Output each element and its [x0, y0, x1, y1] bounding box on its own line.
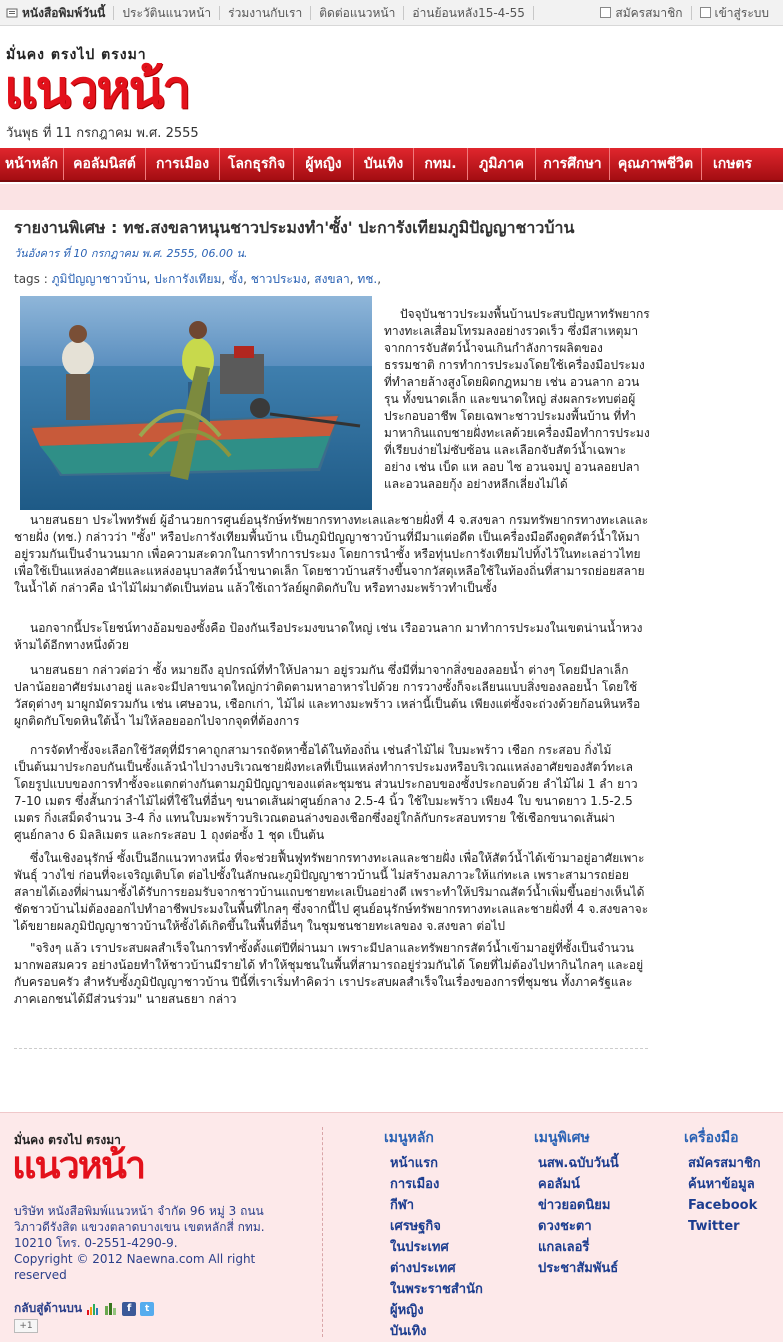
tag-link[interactable]: สงขลา	[314, 272, 350, 286]
main-menu-heading: เมนูหลัก	[384, 1130, 434, 1146]
footer-link-economy[interactable]: เศรษฐกิจ	[390, 1219, 441, 1234]
back-to-top-label: กลับสู่ด้านบน	[14, 1301, 83, 1315]
footer-link-domestic[interactable]: ในประเทศ	[390, 1240, 449, 1255]
article-paragraph: นายสนธยา กล่าวต่อว่า ซั้ง หมายถึง อุปกรณ์ที่ทำให้ปลามา อยู่รวมกัน ซึ่งมีที่มาจากสิ่งของลอยน้ำ ต่างๆ โดยมีปลาเล็กปลาน้อยอาศัยร่มเงาอยู่ และจะมีปลาขนาดใหญ่กว่าติดตามหาอาหารไปด้วย การวางซั้งก็จะเลียนแบบสิ่งของลอยน้ำ โดยใช้วัสดุต่างๆ มาผูกมัดรวมกัน เช่น เศษอวน, เชือกเก่า, ไม้ไผ่ และทางมะพร้าว เหล่านี้เป็นต้น เพียงแต่ซั้งจะถ่วงด้วยก้อนหินหรือผูกติดกับโขดหินใต้น้ำ ไม่ให้ลอยออกไปจากจุดที่ต้องการ	[14, 663, 641, 728]
article-tags: tags : ภูมิปัญญาชาวบ้าน, ปะการังเทียม, ซั้ง, ชาวประมง, สงขลา, ทช.,	[14, 272, 382, 286]
todays-paper-label: หนังสือพิมพ์วันนี้	[22, 5, 106, 20]
google-plus-button[interactable]: +1	[14, 1319, 38, 1333]
footer-link-women[interactable]: ผู้หญิง	[390, 1303, 424, 1318]
footer-tools-menu	[684, 1127, 761, 1237]
footer-link-entertainment[interactable]: บันเทิง	[390, 1324, 427, 1339]
footer-slogan: มั่นคง ตรงไป ตรงมา	[14, 1133, 121, 1147]
history-link[interactable]: ประวัตินแนวหน้า	[114, 6, 220, 20]
fishing-boat-photo	[20, 296, 372, 510]
footer-link-columns[interactable]: คอลัมน์	[538, 1177, 580, 1192]
nav-education[interactable]: การศึกษา	[536, 148, 610, 180]
login-label: เข้าสู่ระบบ	[714, 5, 769, 20]
facebook-icon[interactable]: f	[122, 1302, 136, 1316]
article-date: วันอังคาร ที่ 10 กรกฎาคม พ.ศ. 2555, 06.00 น.	[14, 247, 248, 260]
register-label: สมัครสมาชิก	[615, 5, 683, 20]
site-header	[0, 26, 783, 148]
tag-link[interactable]: ชาวประมง	[250, 272, 307, 286]
article-paragraph: นอกจากนี้ประโยชน์ทางอ้อมของซั้งคือ ป้องกันเรือประมงขนาดใหญ่ เช่น เรืออวนลาก มาทำการประมงในเขตน่านน้ำหวงห้ามได้อีกทางหนึ่งด้วย	[14, 621, 643, 652]
footer-link-politics[interactable]: การเมือง	[390, 1177, 440, 1192]
nav-quality-of-life[interactable]: คุณภาพชีวิต	[610, 148, 702, 180]
chart-icon[interactable]	[104, 1302, 118, 1316]
article-photo	[20, 296, 372, 510]
site-slogan: มั่นคง ตรงไป ตรงมา	[6, 47, 147, 63]
newspaper-icon	[6, 7, 18, 19]
special-menu-heading: เมนูพิเศษ	[534, 1130, 590, 1146]
sub-nav-bar	[0, 184, 783, 210]
site-logo[interactable]: แนวหน้า	[4, 60, 190, 120]
article-paragraph: "จริงๆ แล้ว เราประสบผลสำเร็จในการทำซั้งตั้งแต่ปีที่ผ่านมา เพราะมีปลาและทรัพยากรสัตว์น้ำเข้ามาอยู่ที่ซั้งเป็นจำนวนมากพอสมควร อย่างน้อยทำให้ชาวบ้านมีรายได้ ทำให้ชุมชนในพื้นที่สามารถอยู่ร่วมกันได้ โดยที่ไม่ต้องไปหากินไกลๆ และอยู่กับครอบครัว สำหรับซั้งภูมิปัญญาชาวบ้าน ปีนี้ที่เราเริ่มทำคิดว่า เราประสบผลสำเร็จในเรื่องของการที่ชุมชน ทั้งภาครัฐและภาคเอกชนได้มีส่วนร่วม" นายสนธยา กล่าว	[14, 941, 644, 1006]
article-paragraph: การจัดทำซั้งจะเลือกใช้วัสดุที่มีราคาถูกสามารถจัดหาซื้อได้ในท้องถิ่น เช่นลำไม้ไผ่ ใบมะพร้าว เชือก กระสอบ กิ่งไม้ เป็นต้นมาประกอบกันเป็นซั้งแล้วนำไปวางบริเวณชายฝั่งทะเลที่เป็นแหล่งทำการประมงหรือบริเวณแหล่งอาศัยของสัตว์ทะเล โดยรูปแบบของการทำซั้งจะแตกต่างกันตามภูมิปัญญาของแต่ละชุมชน ส่วนประกอบของซั้งประกอบด้วย ลำไม้ไผ่ 1 ลำ ยาว 7-10 เมตร ซึ่งสั้นกว่าลำไม้ไผ่ที่ใช้ในที่อื่นๆ ขนาดเส้นผ่าศูนย์กลาง 2.5-4 นิ้ว ใช้ใบมะพร้าว เพียง4 ใบ ขนาดยาว 1.5-2.5 เมตร กิ่งเสม็ดจำนวน 3-4 กิ่ง แทนใบมะพร้าวบริเวณตอนล่างของเชือกซึ่งอยู่ใกล้กับกระสอบทราย ใช้เชือกขนาดเส้นผ่าศูนย์กลาง 6 มิลลิเมตร และกระสอบ 1 ถุงต่อซั้ง 1 ชุด เป็นต้น	[14, 743, 638, 842]
careers-link[interactable]: ร่วมงานกับเรา	[220, 6, 311, 20]
article-divider	[14, 1048, 648, 1049]
nav-bangkok[interactable]: กทม.	[414, 148, 468, 180]
footer-separator	[322, 1127, 323, 1337]
nav-agriculture[interactable]: เกษตร	[712, 156, 753, 172]
todays-paper-link[interactable]	[0, 6, 114, 20]
article	[14, 216, 650, 1006]
contact-link[interactable]: ติดต่อแนวหน้า	[311, 6, 404, 20]
login-icon	[700, 7, 711, 18]
main-nav	[0, 148, 783, 182]
footer-copyright: Copyright © 2012 Naewna.com All right reserved	[14, 1252, 256, 1282]
register-icon	[600, 7, 611, 18]
footer-link-sports[interactable]: กีฬา	[390, 1198, 415, 1213]
tags-label: tags :	[14, 272, 48, 286]
footer-link-search[interactable]: ค้นหาข้อมูล	[688, 1177, 755, 1192]
twitter-icon[interactable]: t	[140, 1302, 154, 1316]
archive-link[interactable]: อ่านย้อนหลัง15-4-55	[404, 6, 534, 20]
footer-link-gallery[interactable]: แกลเลอรี่	[538, 1240, 590, 1255]
footer-link-todays-paper[interactable]: นสพ.ฉบับวันนี้	[538, 1156, 619, 1171]
footer-link-home[interactable]: หน้าแรก	[390, 1156, 438, 1171]
stats-icon[interactable]	[86, 1302, 100, 1316]
article-paragraph: นายสนธยา ประไพทรัพย์ ผู้อำนวยการศูนย์อนุรักษ์ทรัพยากรทางทะเลและชายฝั่งที่ 4 จ.สงขลา กรมทรัพยากรทางทะเลและชายฝั่ง (ทช.) กล่าวว่า "ซั้ง" หรือปะการังเทียมพื้นบ้าน เป็นภูมิปัญญาชาวบ้านที่มีมาแต่อดีต เป็นเครื่องมือดึงดูดสัตว์น้ำให้มาอยู่รวมกันเป็นจำนวนมาก เพื่อความสะดวกในการทำการประมง โดยการนำซั้ง หรือทุ่นปะการังเทียมไปทิ้งไว้ในทะเลอ่าวไทยเพื่อใช้เป็นแหล่งอาศัยและแหล่งอนุบาลสัตว์น้ำขนาดเล็ก โดยชาวบ้านสร้างขึ้นจากวัสดุเหลือใช้ในท้องถิ่นที่สามารถย่อยสลายในน้ำได้ กล่าวคือ นำไม้ไผ่มาตัดเป็นท่อน แล้วใช้เถาวัลย์ผูกติดกับใบ หรือทางมะพร้าวทำเป็นซั้ง	[14, 513, 649, 595]
nav-politics[interactable]: การเมือง	[146, 148, 220, 180]
article-title: รายงานพิเศษ : ทช.สงขลาหนุนชาวประมงทำ'ซั้ง' ปะการังเทียมภูมิปัญญาชาวบ้าน	[14, 218, 575, 237]
login-link[interactable]	[692, 6, 778, 20]
current-date: วันพุธ ที่ 11 กรกฎาคม พ.ศ. 2555	[6, 126, 199, 141]
nav-home[interactable]: หน้าหลัก	[0, 148, 64, 180]
tag-link[interactable]: ซั้ง	[229, 272, 244, 286]
footer-address: บริษัท หนังสือพิมพ์แนวหน้า จำกัด 96 หมู่ 3 ถนนวิภาวดีรังสิต แขวงตลาดบางเขน เขตหลักสี่ กทม. 10210 โทร. 0-2551-4290-9.	[14, 1204, 265, 1250]
nav-regional[interactable]: ภูมิภาค	[468, 148, 536, 180]
nav-women[interactable]: ผู้หญิง	[294, 148, 354, 180]
footer-special-menu	[534, 1127, 619, 1279]
tag-link[interactable]: ภูมิปัญญาชาวบ้าน	[51, 272, 147, 286]
footer-link-popular[interactable]: ข่าวยอดนิยม	[538, 1198, 611, 1213]
footer-link-foreign[interactable]: ต่างประเทศ	[390, 1261, 456, 1276]
footer-link-royal[interactable]: ในพระราชสำนัก	[390, 1282, 483, 1297]
nav-entertainment[interactable]: บันเทิง	[354, 148, 414, 180]
tag-link[interactable]: ทช.	[357, 272, 378, 286]
nav-columnists[interactable]: คอลัมนิสต์	[64, 148, 146, 180]
back-to-top-link[interactable]	[14, 1299, 154, 1318]
article-paragraph: ปัจจุบันชาวประมงพื้นบ้านประสบปัญหาทรัพยากรทางทะเลเสื่อมโทรมลงอย่างรวดเร็ว ซึ่งมีสาเหตุมาจากการจับสัตว์น้ำจนเกินกำลังการผลิตของธรรมชาติ การทำการประมงโดยใช้เครื่องมือประมงที่ทำลายล้างสูงโดยผิดกฎหมาย เช่น อวนลาก อวนรุน ทั้งขนาดเล็ก และขนาดใหญ่ ส่งผลกระทบต่อผู้ประกอบอาชีพ โดยเฉพาะชาวประมงพื้นบ้าน ที่ทำมาหากินแถบชายฝั่งทะเลด้วยเครื่องมือทำการประมงที่เรียบง่ายไม่ซับซ้อน และเลือกจับสัตว์น้ำเฉพาะอย่าง เช่น เบ็ด แห ลอบ ไซ อวนจมปู อวนลอยปลา และอวนลอยกุ้ง อย่างหลีกเลี่ยงไม่ได้	[384, 307, 650, 491]
site-footer	[0, 1112, 783, 1342]
article-paragraph: ซึ่งในเชิงอนุรักษ์ ซั้งเป็นอีกแนวทางหนึ่ง ที่จะช่วยฟื้นฟูทรัพยากรทางทะเลและชายฝั่ง เพื่อให้สัตว์น้ำได้เข้ามาอยู่อาศัยเพาะพันธุ์ วางไข่ ก่อนที่จะเจริญเติบโต ต่อไปซั้งในลักษณะภูมิปัญญาชาวบ้านนี้ ไม่สร้างมลภาวะให้แก่ทะเล เพราะสามารถย่อยสลายได้เองที่ผ่านมาซั้งได้รับการยอมรับจากชาวบ้านแถบชายทะเลเป็นอย่างดี เพราะทำให้ปริมาณสัตว์น้ำเพิ่มขึ้นอย่างเห็นได้ชัดชาวบ้านไม่ต้องออกไปทำอาชีพประมงในพื้นที่ไกลๆ ซึ่งจากนี้ไป ศูนย์อนุรักษ์ทรัพยากรทางทะเลและชายฝั่งที่ 4 จ.สงขลาจะได้ขยายผลภูมิปัญญาชาวบ้านให้ซั้งได้เกิดขึ้นในพื้นที่อื่นๆ ในชุมชนชายทะเลของ จ.สงขลา ต่อไป	[14, 851, 649, 933]
footer-link-horoscope[interactable]: ดวงชะตา	[538, 1219, 592, 1234]
tools-heading: เครื่องมือ	[684, 1130, 739, 1146]
footer-link-pr[interactable]: ประชาสัมพันธ์	[538, 1261, 619, 1276]
footer-main-menu	[384, 1127, 483, 1342]
footer-logo[interactable]: แนวหน้า	[12, 1143, 145, 1187]
tag-link[interactable]: ปะการังเทียม	[154, 272, 222, 286]
top-bar	[0, 0, 783, 26]
register-link[interactable]	[592, 6, 691, 20]
footer-link-facebook[interactable]: Facebook	[688, 1198, 758, 1213]
footer-link-twitter[interactable]: Twitter	[688, 1219, 740, 1234]
nav-business[interactable]: โลกธุรกิจ	[220, 148, 294, 180]
footer-link-register[interactable]: สมัครสมาชิก	[688, 1156, 761, 1171]
